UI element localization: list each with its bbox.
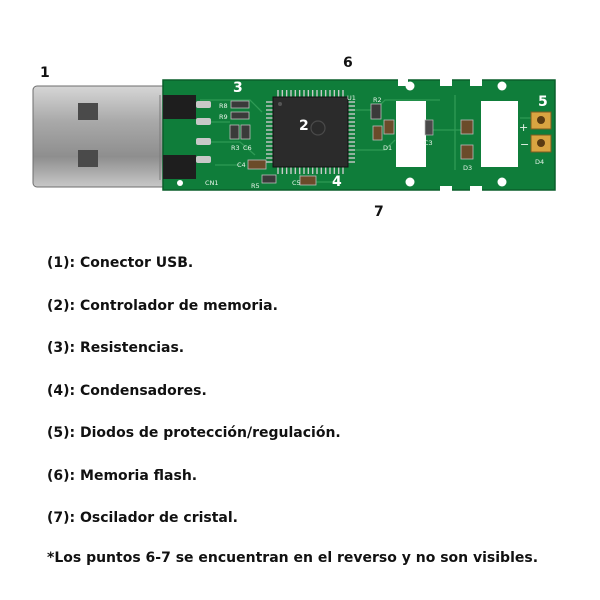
pcb-cutout bbox=[481, 101, 518, 167]
legend-item-usb-connector: (1): Conector USB. bbox=[47, 255, 194, 271]
usb-connector bbox=[33, 86, 167, 187]
callout-6: 6 bbox=[343, 55, 353, 71]
legend-item-capacitors: (4): Condensadores. bbox=[47, 382, 207, 399]
pcb-board bbox=[163, 78, 555, 194]
callout-2: 2 bbox=[299, 118, 309, 134]
silk-c4: C4 bbox=[237, 161, 246, 169]
silk-r5: R5 bbox=[251, 182, 260, 190]
silk-u1: U1 bbox=[347, 94, 356, 102]
callout-4: 4 bbox=[332, 174, 342, 190]
memory-controller-chip bbox=[266, 90, 355, 174]
legend-item-resistors: (3): Resistencias. bbox=[47, 340, 185, 356]
silk-minus: − bbox=[520, 138, 530, 151]
usb-connector-window-bottom bbox=[78, 150, 98, 167]
silk-cn1: CN1 bbox=[205, 179, 219, 187]
callout-1: 1 bbox=[40, 65, 50, 81]
silk-r9: R9 bbox=[219, 113, 228, 121]
callout-7: 7 bbox=[374, 204, 384, 220]
silk-r3: R3 bbox=[231, 144, 240, 152]
legend-item-diodes: (5): Diodos de protección/regulación. bbox=[47, 425, 341, 441]
legend-item-memory-controller: (2): Controlador de memoria. bbox=[47, 297, 278, 314]
footnote: *Los puntos 6-7 se encuentran en el reverso y no son visibles. bbox=[47, 550, 539, 566]
callout-3: 3 bbox=[233, 80, 243, 96]
silk-c3: C3 bbox=[424, 139, 433, 147]
silk-c5: C5 bbox=[292, 179, 301, 187]
callout-5: 5 bbox=[538, 94, 548, 110]
silk-c6: C6 bbox=[243, 144, 252, 152]
silk-d1: D1 bbox=[383, 144, 393, 152]
silk-d3: D3 bbox=[463, 164, 473, 172]
pcb-cutout bbox=[396, 101, 426, 167]
legend-item-flash-memory: (6): Memoria flash. bbox=[47, 467, 198, 484]
silk-r2: R2 bbox=[373, 96, 382, 104]
silk-r8: R8 bbox=[219, 102, 228, 110]
component-legend bbox=[47, 251, 587, 549]
legend-item-crystal-oscillator: (7): Oscilador de cristal. bbox=[47, 510, 238, 526]
usb-pcb-diagram bbox=[0, 0, 600, 230]
silk-d4: D4 bbox=[535, 158, 545, 166]
silk-plus: + bbox=[519, 121, 529, 134]
usb-connector-window-top bbox=[78, 103, 98, 120]
